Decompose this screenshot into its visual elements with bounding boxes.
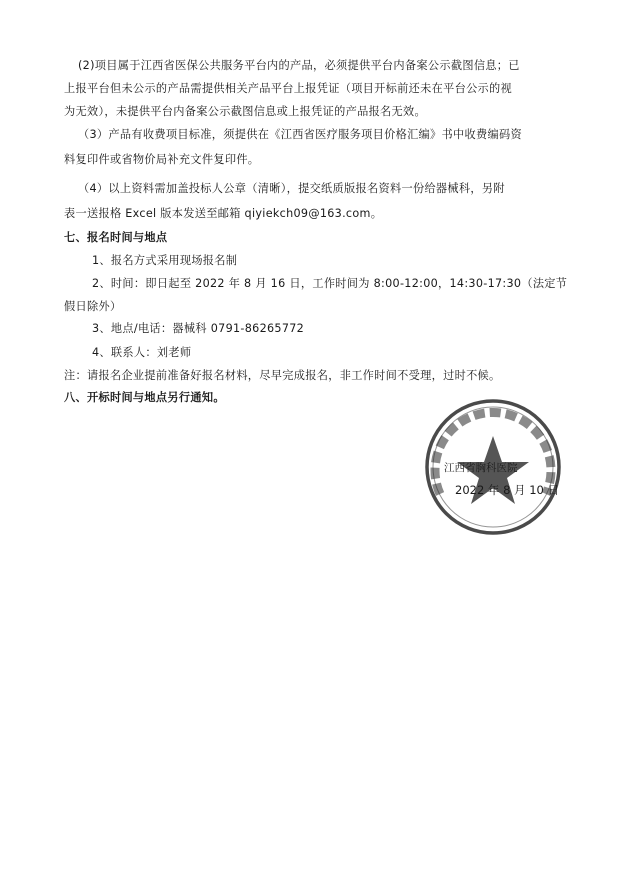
paragraph-2-line-3: 为无效），未提供平台内备案公示截图信息或上报凭证的产品报名无效。 xyxy=(64,105,427,118)
signature-organization: 江西省胸科医院 xyxy=(444,462,518,474)
paragraph-2-line-2: 上报平台但未公示的产品需提供相关产品平台上报凭证（项目开标前还未在平台公示的视 xyxy=(64,82,513,95)
section-7-note: 注：请报名企业提前准备好报名材料，尽早完成报名，非工作时间不受理，过时不候。 xyxy=(64,369,501,382)
section-7-item-2-line-1: 2、时间：即日起至 2022 年 8 月 16 日，工作时间为 8:00-12:00，14:30-17:30（法定节 xyxy=(92,277,568,290)
paragraph-3-line-2: 料复印件或省物价局补充文件复印件。 xyxy=(64,153,260,166)
paragraph-4-line-2: 表一送报格 Excel 版本发送至邮箱 qiyiekch09@163.com。 xyxy=(64,207,383,220)
paragraph-4-line-1: （4）以上资料需加盖投标人公章（清晰），提交纸质版报名资料一份给器械科，另附 xyxy=(78,182,505,195)
section-8-heading: 八、开标时间与地点另行通知。 xyxy=(64,391,225,404)
paragraph-2-line-1: (2)项目属于江西省医保公共服务平台内的产品，必须提供平台内备案公示截图信息；已 xyxy=(78,59,520,72)
section-7-item-2-line-2: 假日除外） xyxy=(64,300,122,313)
section-7-heading: 七、报名时间与地点 xyxy=(64,231,168,244)
section-7-item-1: 1、报名方式采用现场报名制 xyxy=(92,254,238,267)
signature-date: 2022 年 8 月 10 日 xyxy=(455,483,559,497)
section-7-item-4: 4、联系人：刘老师 xyxy=(92,346,192,359)
section-7-item-3: 3、地点/电话：器械科 0791-86265772 xyxy=(92,322,305,335)
paragraph-3-line-1: （3）产品有收费项目标准，须提供在《江西省医疗服务项目价格汇编》书中收费编码资 xyxy=(78,128,522,141)
